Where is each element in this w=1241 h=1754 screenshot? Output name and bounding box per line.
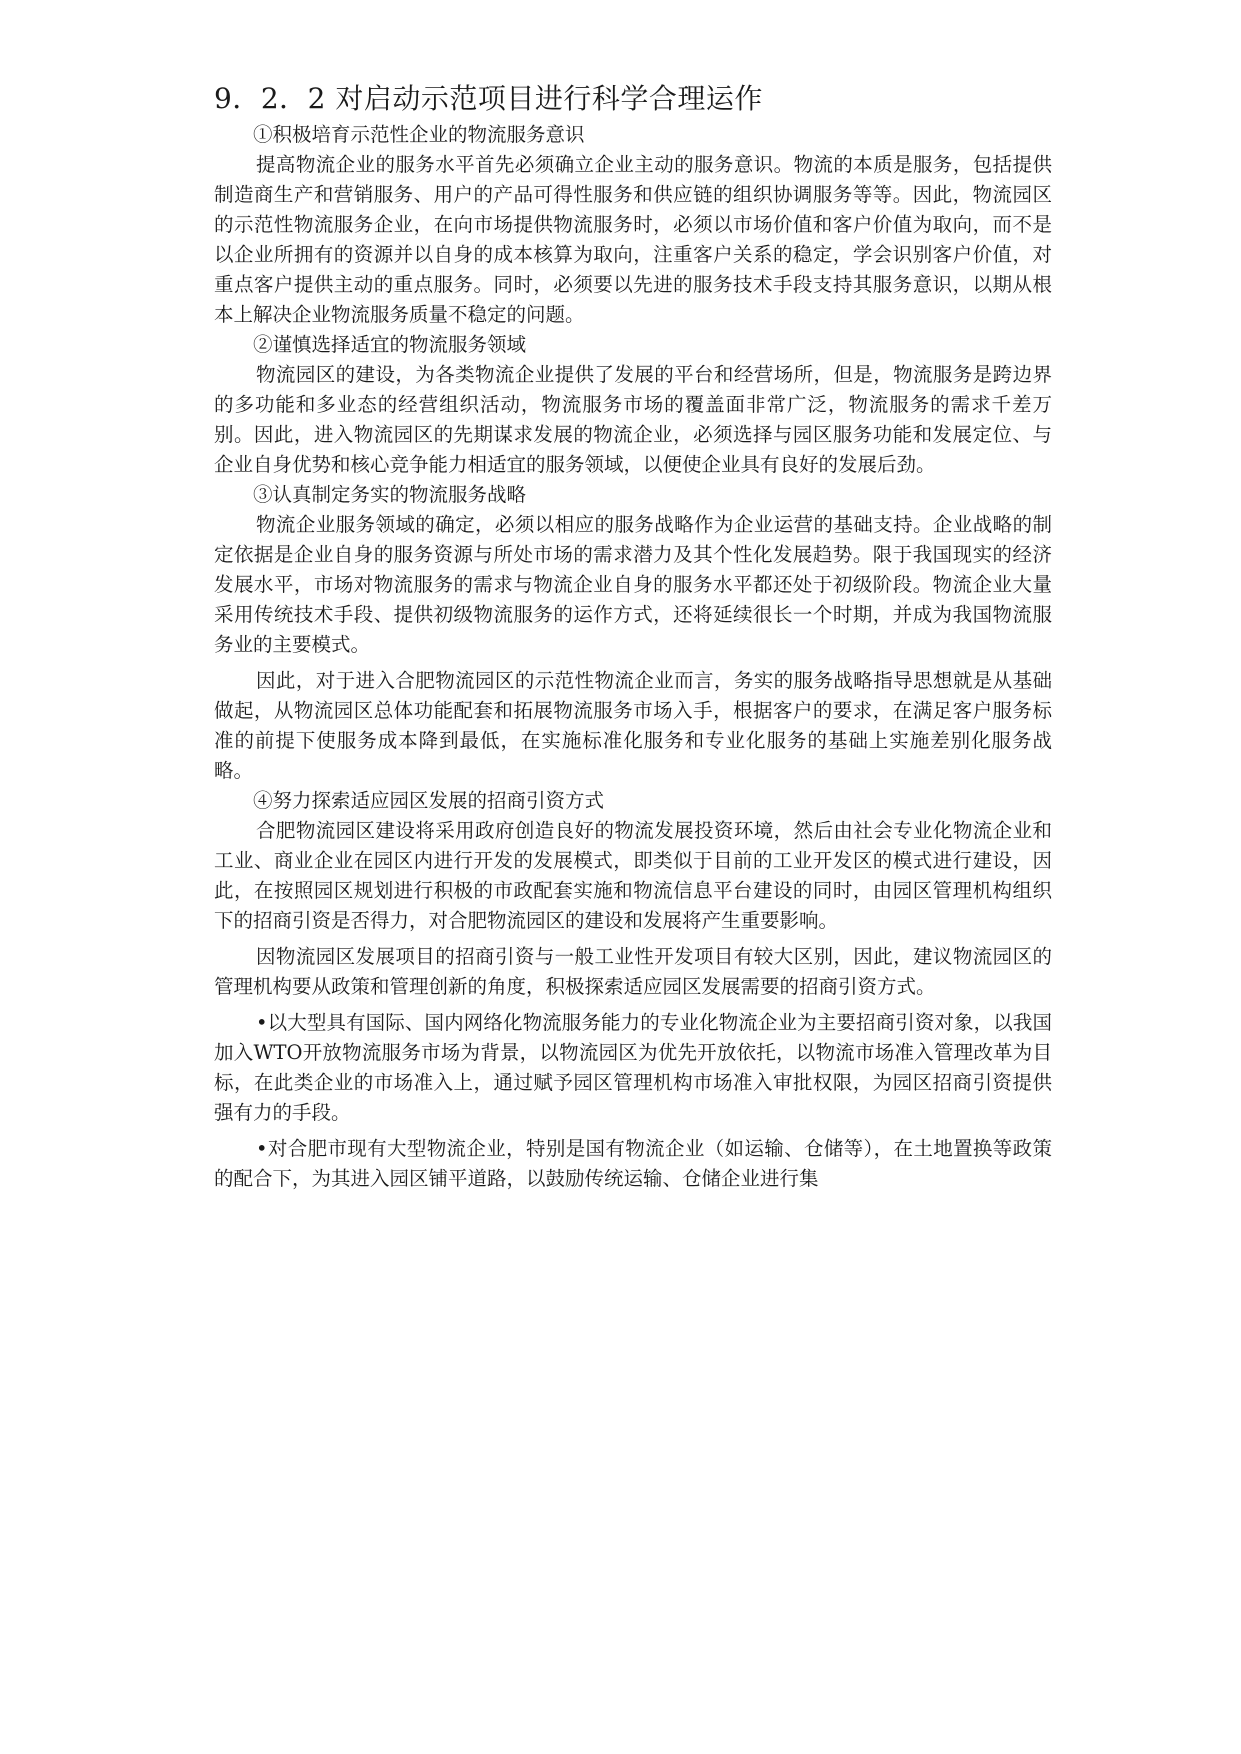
subheading-3: ③认真制定务实的物流服务战略 [253, 483, 527, 506]
bullet-item-1: •以大型具有国际、国内网络化物流服务能力的专业化物流企业为主要招商引资对象，以我国加入WTO开放物流服务市场为背景，以物流园区为优先开放依托，以物流市场准入管理改革为目标，在此类企业的市场准入上，通过赋予园区管理机构市场准入审批权限，为园区招商引资提供强有力的手段。 [214, 1011, 1052, 1124]
paragraph-1: 提高物流企业的服务水平首先必须确立企业主动的服务意识。物流的本质是服务，包括提供制造商生产和营销服务、用户的产品可得性服务和供应链的组织协调服务等等。因此，物流园区的示范性物流服务企业，在向市场提供物流服务时，必须以市场价值和客户价值为取向，而不是以企业所拥有的资源并以自身的成本核算为取向，注重客户关系的稳定，学会识别客户价值，对重点客户提供主动的重点服务。同时，必须要以先进的服务技术手段支持其服务意识，以期从根本上解决企业物流服务质量不稳定的问题。 [214, 153, 1052, 326]
paragraph-2: 物流园区的建设，为各类物流企业提供了发展的平台和经营场所，但是，物流服务是跨边界的多功能和多业态的经营组织活动，物流服务市场的覆盖面非常广泛，物流服务的需求千差万别。因此，进入物流园区的先期谋求发展的物流企业，必须选择与园区服务功能和发展定位、与企业自身优势和核心竞争能力相适宜的服务领域，以便使企业具有良好的发展后劲。 [214, 363, 1052, 476]
subheading-1: ①积极培育示范性企业的物流服务意识 [253, 123, 585, 146]
paragraph-4: 因此，对于进入合肥物流园区的示范性物流企业而言，务实的服务战略指导思想就是从基础做起，从物流园区总体功能配套和拓展物流服务市场入手，根据客户的要求，在满足客户服务标准的前提下使服务成本降到最低，在实施标准化服务和专业化服务的基础上实施差别化服务战略。 [214, 669, 1052, 782]
subheading-2: ②谨慎选择适宜的物流服务领域 [253, 333, 527, 356]
bullet-item-2: •对合肥市现有大型物流企业，特别是国有物流企业（如运输、仓储等），在土地置换等政策的配合下，为其进入园区铺平道路，以鼓励传统运输、仓储企业进行集 [214, 1137, 1052, 1190]
paragraph-3: 物流企业服务领域的确定，必须以相应的服务战略作为企业运营的基础支持。企业战略的制定依据是企业自身的服务资源与所处市场的需求潜力及其个性化发展趋势。限于我国现实的经济发展水平，市场对物流服务的需求与物流企业自身的服务水平都还处于初级阶段。物流企业大量采用传统技术手段、提供初级物流服务的运作方式，还将延续很长一个时期，并成为我国物流服务业的主要模式。 [214, 513, 1052, 656]
section-title: 9．2．2 对启动示范项目进行科学合理运作 [214, 82, 763, 115]
subheading-4: ④努力探索适应园区发展的招商引资方式 [253, 789, 605, 812]
paragraph-6: 因物流园区发展项目的招商引资与一般工业性开发项目有较大区别，因此，建议物流园区的管理机构要从政策和管理创新的角度，积极探索适应园区发展需要的招商引资方式。 [214, 945, 1052, 998]
paragraph-5: 合肥物流园区建设将采用政府创造良好的物流发展投资环境，然后由社会专业化物流企业和工业、商业企业在园区内进行开发的发展模式，即类似于目前的工业开发区的模式进行建设，因此，在按照园区规划进行积极的市政配套实施和物流信息平台建设的同时，由园区管理机构组织下的招商引资是否得力，对合肥物流园区的建设和发展将产生重要影响。 [214, 819, 1052, 932]
document-page [214, 78, 1052, 1194]
